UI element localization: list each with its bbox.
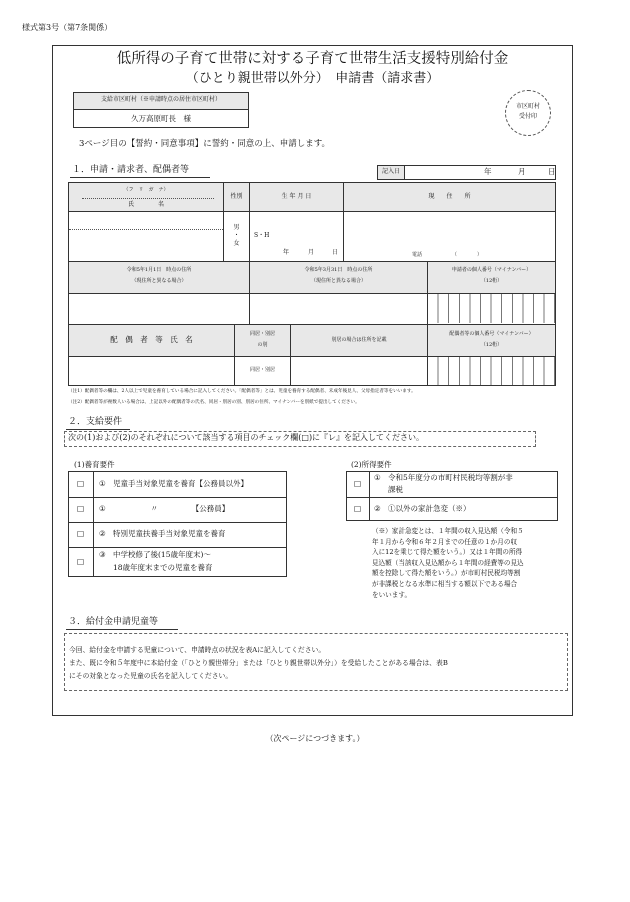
footnote-line: （※）家計急変とは、１年間の収入見込額（令和５ [372,527,524,535]
item-number: ② [99,529,106,538]
agreement-note: 3ページ目の【誓約・同意事項】に誓約・同意の上、申請します。 [79,139,331,149]
entry-year-unit: 年 [484,167,492,176]
cohabitation-select[interactable]: 同居・別居 [249,367,275,373]
separate-address-input[interactable] [291,357,427,385]
spouse-number-input[interactable] [428,357,555,385]
stamp-text: 市区町村 受付印 [515,103,540,120]
item-number: ① [99,479,106,488]
upbringing-item-text-2: 18歳年度末までの児童を養育 [113,563,213,572]
upbringing-item-text: 特別児童扶養手当対象児童を養育 [113,529,226,538]
mar31-address-note: （現住所と異なる場合） [310,278,366,284]
spouse-number-digits: （12桁） [480,342,503,348]
municipality-name: 久万高原町長 様 [131,114,191,123]
cohabitation-label: 同居・別居 [249,331,275,337]
birth-year-unit: 年 [283,249,290,256]
entry-month-unit: 月 [518,167,526,176]
jan1-address-note: （現住所と異なる場合） [131,278,187,284]
sex-male[interactable]: 男 [233,224,240,231]
upbringing-item-text: 児童手当対象児童を養育【公務員以外】 [113,479,248,488]
income-item-text: 令和5年度分の市町村民税均等割が非 [388,473,513,482]
form-code: 様式第3号（第7条関係） [22,23,113,32]
note-1: （注1）配偶者等の欄は、2人以上で児童を養育している場合に記入してください。「配偶者等」とは、児童を養育する配偶者、未成年後見人、父母指定者等をいいます。 [68,389,416,394]
reception-stamp-circle [505,90,551,136]
footnote-line: をいいます。 [372,590,412,599]
separate-address-label: 別居の場合は住所を記載 [331,337,387,343]
birth-era[interactable]: S・H [254,232,270,239]
spouse-name-label: 配 偶 者 等 氏 名 [110,335,193,344]
entry-day-unit: 日 [548,167,556,176]
checkbox-upbringing-3[interactable]: □ [76,557,85,566]
checkbox-upbringing-1b[interactable]: □ [76,504,85,513]
footnote-line: 入に12を乗じて得た額をいう。）又は１年間の所得 [372,548,523,557]
footnote-line: が非課税となる水準に相当する額以下である場合 [372,579,518,588]
checkbox-upbringing-1[interactable]: □ [76,479,85,488]
household-change-footnote [372,526,524,600]
spouse-number-label: 配偶者等の個人番号（マイナンバー） [449,331,534,337]
income-requirement-title: (2)所得要件 [351,460,392,469]
form-title: 低所得の子育て世帯に対する子育て世帯生活支援特別給付金 [116,51,509,67]
sex-separator: ・ [233,232,240,239]
footnote-line: 額を控除して得た額をいう。）が市町村民税均等割 [372,569,521,578]
upbringing-item-text: 中学校修了後(15歳年度末)～ [113,550,211,559]
entry-date-label: 記入日 [382,168,401,175]
birth-day-unit: 日 [332,249,339,256]
upbringing-requirement-title: (1)養育要件 [74,460,115,469]
address-input[interactable] [344,212,555,250]
jan1-address-input[interactable] [69,294,249,323]
sex-female[interactable]: 女 [233,240,240,247]
address-label: 現 住 所 [428,193,471,200]
upbringing-item-text: 〃 【公務員】 [113,504,230,513]
section3-heading: ３．給付金申請児童等 [68,617,159,627]
applicant-name-input[interactable] [69,230,223,260]
item-number: ① [374,473,381,482]
mar31-address-input[interactable] [250,294,427,323]
checkbox-income-1[interactable]: □ [353,479,362,488]
my-number-digits: （12桁） [480,278,503,284]
checkbox-income-2[interactable]: □ [353,504,362,513]
section3-line: また、既に令和５年度中に本給付金（「ひとり親世帯分」または「ひとり親世帯以外分」）を受給したことがある場合は、表B [69,659,448,667]
municipality-label: 支給市区町村（※申請時点の居住市区町村） [100,96,221,103]
birth-month-unit: 月 [308,249,315,256]
furigana-label: （フ リ ガ ナ） [123,187,169,193]
mar31-address-label: 令和5年3月31日 時点の住所 [304,267,373,273]
income-item-text-2: 課税 [388,485,403,494]
footnote-line: 年１月から令和６年２月までの任意の１か月の収 [372,537,518,546]
jan1-address-label: 令和5年1月1日 時点の住所 [126,267,192,273]
cohabitation-label-2: の別 [257,342,268,348]
item-number: ② [374,504,381,513]
form-subtitle: （ひとり親世帯以外分） 申請書（請求書） [185,71,440,86]
sex-label: 性別 [230,193,243,200]
spouse-name-input[interactable] [69,357,234,385]
birth-label: 生 年 月 日 [281,193,312,200]
tel-label: 電話 [412,252,423,258]
footnote-line: 見込額（当該収入見込額から１年間の経費等の見込 [372,558,524,567]
section3-line: にその対象となった児童の氏名を記入してください。 [69,672,233,680]
income-item-text: ①以外の家計急変（※） [388,504,471,513]
applicant-furigana-input[interactable] [69,212,223,228]
continued-note: （次ページにつづきます。） [265,734,365,743]
section1-heading: １．申請・請求者、配偶者等 [72,165,190,175]
tel-input[interactable]: （ ） [452,252,483,258]
item-number: ③ [99,550,106,559]
checkbox-upbringing-2[interactable]: □ [76,529,85,538]
note-2: （注2）配偶者等が複数人いる場合は、上記以外の配偶者等の氏名、同居・別居の別、別居の住所、マイナンバーを別紙で提出してください。 [68,400,360,405]
section3-line: 今回、給付金を申請する児童について、申請時点の状況を表Aに記入してください。 [69,646,326,654]
name-label: 氏 名 [127,201,164,208]
section2-heading: ２．支給要件 [68,417,123,427]
section2-instruction: 次の(1)および(2)のそれぞれについて該当する項目のチェック欄(□)に『レ』を記入してください。 [68,433,425,442]
my-number-label: 申請者の個人番号（マイナンバー） [451,267,532,273]
my-number-input[interactable] [428,294,555,323]
item-number: ① [99,504,106,513]
